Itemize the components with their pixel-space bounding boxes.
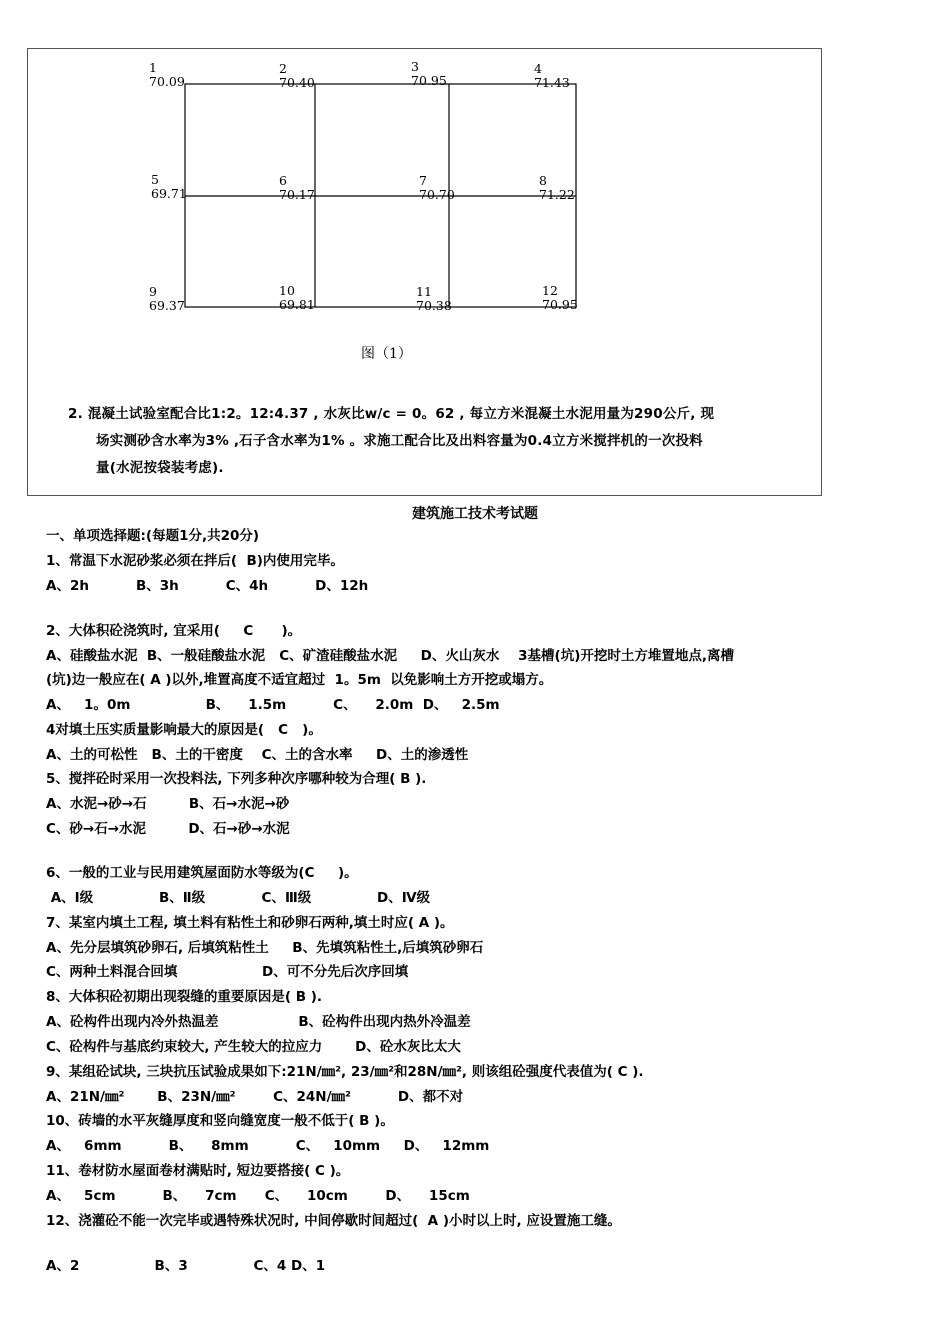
exam-title: 建筑施工技术考试题 [412,506,538,522]
option-line: C、砂→石→水泥 D、石→砂→水泥 [46,821,290,837]
option-line: A、21N/㎜² B、23N/㎜² C、24N/㎜² D、都不对 [46,1089,464,1105]
option-line: A、水泥→砂→石 B、石→水泥→砂 [46,796,290,812]
point-4: 4 71.43 [534,61,570,90]
option-line: A、 5cm B、 7cm C、 10cm D、 15cm [46,1188,470,1204]
question-line: 7、某室内填土工程, 填土料有粘性土和砂卵石两种,填土时应( A )。 [46,915,454,931]
option-line: A、2 B、3 C、4 D、1 [46,1258,326,1274]
question-2 [68,401,816,482]
question-line: 5、搅拌砼时采用一次投料法, 下列多种次序哪种较为合理( B ). [46,771,427,787]
question-2-line-2: 场实测砂含水率为3% ,石子含水率为1% 。求施工配合比及出料容量为0.4立方米搅拌机的一次投料 [96,433,703,449]
question-line: 11、卷材防水屋面卷材满贴时, 短边要搭接( C )。 [46,1163,350,1179]
question-line: 4对填土压实质量影响最大的原因是( C )。 [46,722,322,738]
option-line: A、2h B、3h C、4h D、12h [46,578,369,594]
question-line: 10、砖墙的水平灰缝厚度和竖向缝宽度一般不低于( B )。 [46,1113,394,1129]
question-line: 9、某组砼试块, 三块抗压试验成果如下:21N/㎜², 23/㎜²和28N/㎜², 则该组砼强度代表值为( C ). [46,1064,644,1080]
point-12: 12 70.95 [542,283,578,312]
grid-diagram [28,49,823,379]
option-line: A、砼构件出现内冷外热温差 B、砼构件出现内热外冷温差 [46,1014,471,1030]
question-2-line-1: 2. 混凝土试验室配合比1:2。12:4.37 , 水灰比w/c = 0。62 , 每立方米混凝土水泥用量为290公斤, 现 [68,406,715,422]
point-5: 5 69.71 [151,172,187,201]
question-line: 2、大体积砼浇筑时, 宜采用( C )。 [46,623,302,639]
point-11: 11 70.38 [416,284,452,313]
point-10: 10 69.81 [279,283,315,312]
point-6: 6 70.17 [279,173,315,202]
point-7: 7 70.70 [419,173,455,202]
question-line: 8、大体积砼初期出现裂缝的重要原因是( B ). [46,989,323,1005]
figure-box [27,48,822,496]
question-line: 6、一般的工业与民用建筑屋面防水等级为(C )。 [46,865,358,881]
option-line: A、硅酸盐水泥 B、一般硅酸盐水泥 C、矿渣硅酸盐水泥 D、火山灰水 3基槽(坑)开挖时土方堆置地点,离槽 [46,648,735,664]
section-heading: 一、单项选择题:(每题1分,共20分) [46,528,260,544]
point-3: 3 70.95 [411,59,447,88]
question-line: (坑)边一般应在( A )以外,堆置高度不适宜超过 1。5m 以免影响土方开挖或塌方。 [46,672,553,688]
option-line: A、 6mm B、 8mm C、 10mm D、 12mm [46,1138,490,1154]
point-2: 2 70.40 [279,61,315,90]
option-line: A、 1。0m B、 1.5m C、 2.0m D、 2.5m [46,697,500,713]
option-line: A、土的可松性 B、土的干密度 C、土的含水率 D、土的渗透性 [46,747,469,763]
option-line: C、两种土料混合回填 D、可不分先后次序回填 [46,964,409,980]
point-8: 8 71.22 [539,173,575,202]
point-9: 9 69.37 [149,284,185,313]
question-line: 12、浇灌砼不能一次完毕或遇特殊状况时, 中间停歇时间超过( A )小时以上时, 应设置施工缝。 [46,1213,621,1229]
point-1: 1 70.09 [149,60,185,89]
option-line: C、砼构件与基底约束较大, 产生较大的拉应力 D、砼水灰比太大 [46,1039,461,1055]
figure-caption: 图（1） [361,346,412,362]
question-2-line-3: 量(水泥按袋装考虑). [96,460,224,476]
option-line: A、先分层填筑砂卵石, 后填筑粘性土 B、先填筑粘性土,后填筑砂卵石 [46,940,484,956]
option-line: A、Ⅰ级 B、Ⅱ级 C、Ⅲ级 D、Ⅳ级 [46,890,431,906]
question-line: 1、常温下水泥砂浆必须在拌后( B)内使用完毕。 [46,553,344,569]
